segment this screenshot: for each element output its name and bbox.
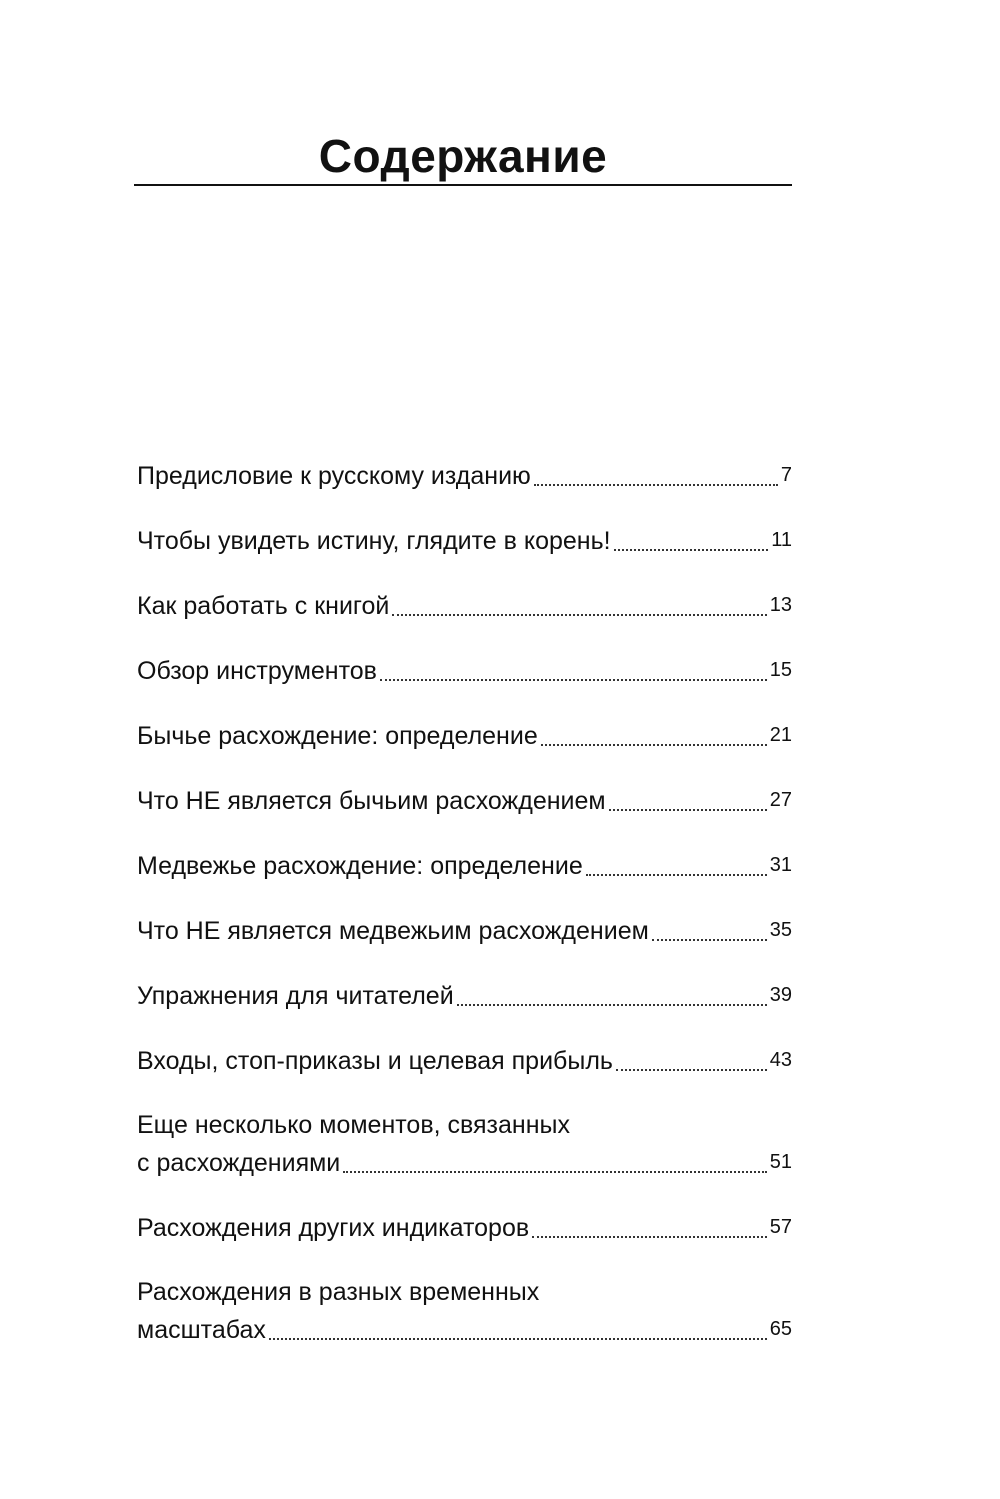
- toc-entry-title: масштабах: [137, 1316, 266, 1344]
- dot-leader: [586, 874, 767, 876]
- dot-leader: [269, 1338, 767, 1340]
- toc-entry[interactable]: [137, 1208, 792, 1247]
- dot-leader: [392, 614, 766, 616]
- toc-page-number: 7: [780, 464, 792, 486]
- toc-page-number: 27: [769, 789, 792, 811]
- toc-page-number: 11: [771, 529, 792, 551]
- toc-entry[interactable]: [137, 521, 792, 560]
- dot-leader: [616, 1069, 767, 1071]
- toc-entry[interactable]: [137, 1106, 792, 1182]
- toc-entry-title: Расхождения других индикаторов: [137, 1214, 530, 1242]
- toc-entry-title: Что НЕ является бычьим расхождением: [137, 787, 606, 815]
- toc-entry-title-line1: Расхождения в разных временных: [137, 1278, 540, 1306]
- toc-entry-title: с расхождениями: [137, 1149, 341, 1177]
- toc-page-number: 13: [769, 594, 792, 616]
- toc-entry[interactable]: [137, 846, 792, 885]
- toc-entry-title: Медвежье расхождение: определение: [137, 852, 583, 880]
- dot-leader: [534, 484, 778, 486]
- title-underline: [134, 184, 792, 186]
- page-title: Содержание: [318, 130, 608, 182]
- toc-entry-title: Предисловие к русскому изданию: [137, 462, 531, 490]
- toc-entry[interactable]: [137, 1273, 792, 1349]
- toc-entry[interactable]: [137, 716, 792, 755]
- toc-entry[interactable]: [137, 456, 792, 495]
- toc-entry[interactable]: [137, 586, 792, 625]
- toc-entry[interactable]: [137, 651, 792, 690]
- dot-leader: [457, 1004, 767, 1006]
- toc-page-number: 57: [769, 1216, 792, 1238]
- toc-entry[interactable]: [137, 781, 792, 820]
- toc-page-number: 65: [769, 1318, 792, 1340]
- toc-page-number: 35: [769, 919, 792, 941]
- dot-leader: [343, 1171, 766, 1173]
- toc-page-number: 39: [769, 984, 792, 1006]
- toc-entry-title: Обзор инструментов: [137, 657, 377, 685]
- toc-entry[interactable]: [137, 976, 792, 1015]
- toc-entry[interactable]: [137, 911, 792, 950]
- table-of-contents: [137, 456, 792, 1375]
- toc-page-number: 15: [769, 659, 792, 681]
- toc-entry[interactable]: [137, 1041, 792, 1080]
- toc-entry-title: Упражнения для читателей: [137, 982, 454, 1010]
- toc-entry-title: Бычье расхождение: определение: [137, 722, 538, 750]
- toc-page-number: 31: [769, 854, 792, 876]
- toc-page-number: 51: [769, 1151, 792, 1173]
- dot-leader: [541, 744, 767, 746]
- toc-entry-title: Как работать с книгой: [137, 592, 390, 620]
- dot-leader: [532, 1236, 767, 1238]
- dot-leader: [380, 679, 767, 681]
- toc-entry-title-line1: Еще несколько моментов, связанных: [137, 1111, 570, 1139]
- dot-leader: [652, 939, 767, 941]
- dot-leader: [609, 809, 767, 811]
- toc-entry-title: Входы, стоп-приказы и целевая прибыль: [137, 1047, 613, 1075]
- toc-entry-title: Чтобы увидеть истину, глядите в корень!: [137, 527, 611, 555]
- dot-leader: [614, 549, 769, 551]
- toc-page-number: 43: [769, 1049, 792, 1071]
- toc-page-number: 21: [769, 724, 792, 746]
- toc-entry-title: Что НЕ является медвежьим расхождением: [137, 917, 649, 945]
